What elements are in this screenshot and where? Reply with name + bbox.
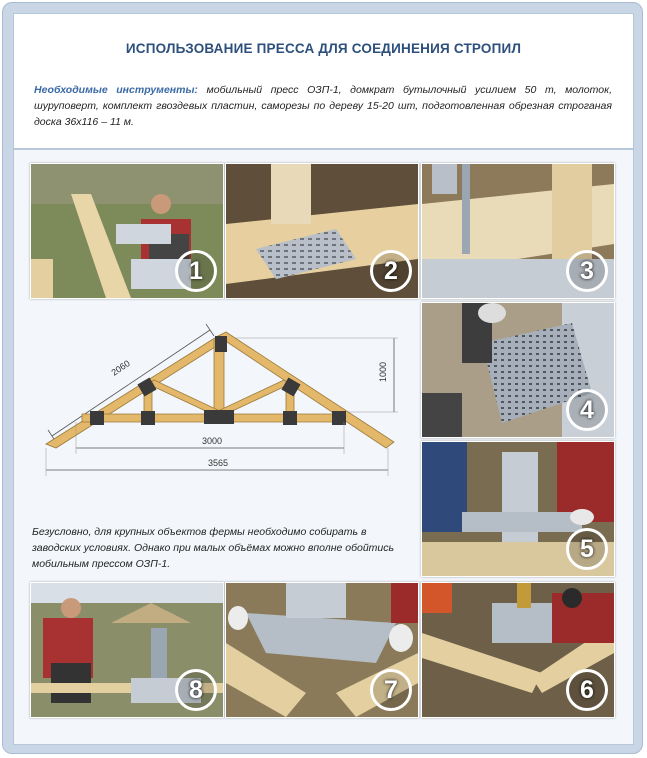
nail-plate bbox=[141, 411, 155, 425]
left-top-chord bbox=[46, 336, 226, 448]
truss-drawing bbox=[22, 318, 402, 496]
step-number-2: 2 bbox=[370, 250, 412, 292]
nail-plate bbox=[204, 410, 234, 424]
tools-label: Необходимые инструменты: bbox=[34, 84, 198, 96]
step-photo-2 bbox=[225, 163, 419, 299]
step-number-1: 1 bbox=[175, 250, 217, 292]
step-number-7: 7 bbox=[370, 669, 412, 711]
note-text: Безусловно, для крупных объектов фермы необходимо собирать в заводских условиях. Однако при малых объёмах можно вполне обойтись мобильным прессом ОЗП-1. bbox=[32, 526, 395, 570]
step-photo-7 bbox=[225, 582, 419, 718]
step-number-5: 5 bbox=[566, 528, 608, 570]
step-photo-4 bbox=[421, 302, 615, 438]
right-diagonal-web bbox=[220, 380, 290, 414]
height-dimension-label: 1000 bbox=[378, 361, 388, 382]
step-photo-1 bbox=[30, 163, 224, 299]
outer-frame bbox=[2, 2, 643, 754]
header bbox=[14, 14, 633, 150]
content-panel bbox=[13, 13, 634, 745]
step-number-8: 8 bbox=[175, 669, 217, 711]
nail-plate bbox=[90, 411, 104, 425]
total-span-dimension-label: 3565 bbox=[207, 458, 229, 468]
truss-diagram bbox=[22, 318, 402, 496]
illustration-area bbox=[14, 150, 633, 744]
step-photo-5 bbox=[421, 441, 615, 577]
left-diagonal-web bbox=[148, 380, 218, 414]
step-photo-6 bbox=[421, 582, 615, 718]
nail-plate bbox=[283, 411, 297, 425]
inner-span-dimension-label: 3000 bbox=[201, 436, 223, 446]
step-photo-8 bbox=[30, 582, 224, 718]
page-title: ИСПОЛЬЗОВАНИЕ ПРЕССА ДЛЯ СОЕДИНЕНИЯ СТРОПИЛ bbox=[125, 41, 522, 56]
tools-paragraph bbox=[34, 82, 612, 130]
step-photo-3 bbox=[421, 163, 615, 299]
right-top-chord bbox=[218, 332, 394, 448]
nail-plate bbox=[215, 336, 227, 352]
step-number-3: 3 bbox=[566, 250, 608, 292]
step-number-4: 4 bbox=[566, 389, 608, 431]
tools-text: мобильный пресс ОЗП-1, домкрат бутылочный усилием 50 т, молоток, шуруповерт, комплект гвоздевых пластин, саморезы по дереву 15-20 шт, подготовленная обрезная строганая доска 36х116 – 11 м. bbox=[34, 84, 612, 128]
rafter-dimension-label: 2060 bbox=[109, 358, 132, 378]
step-number-6: 6 bbox=[566, 669, 608, 711]
